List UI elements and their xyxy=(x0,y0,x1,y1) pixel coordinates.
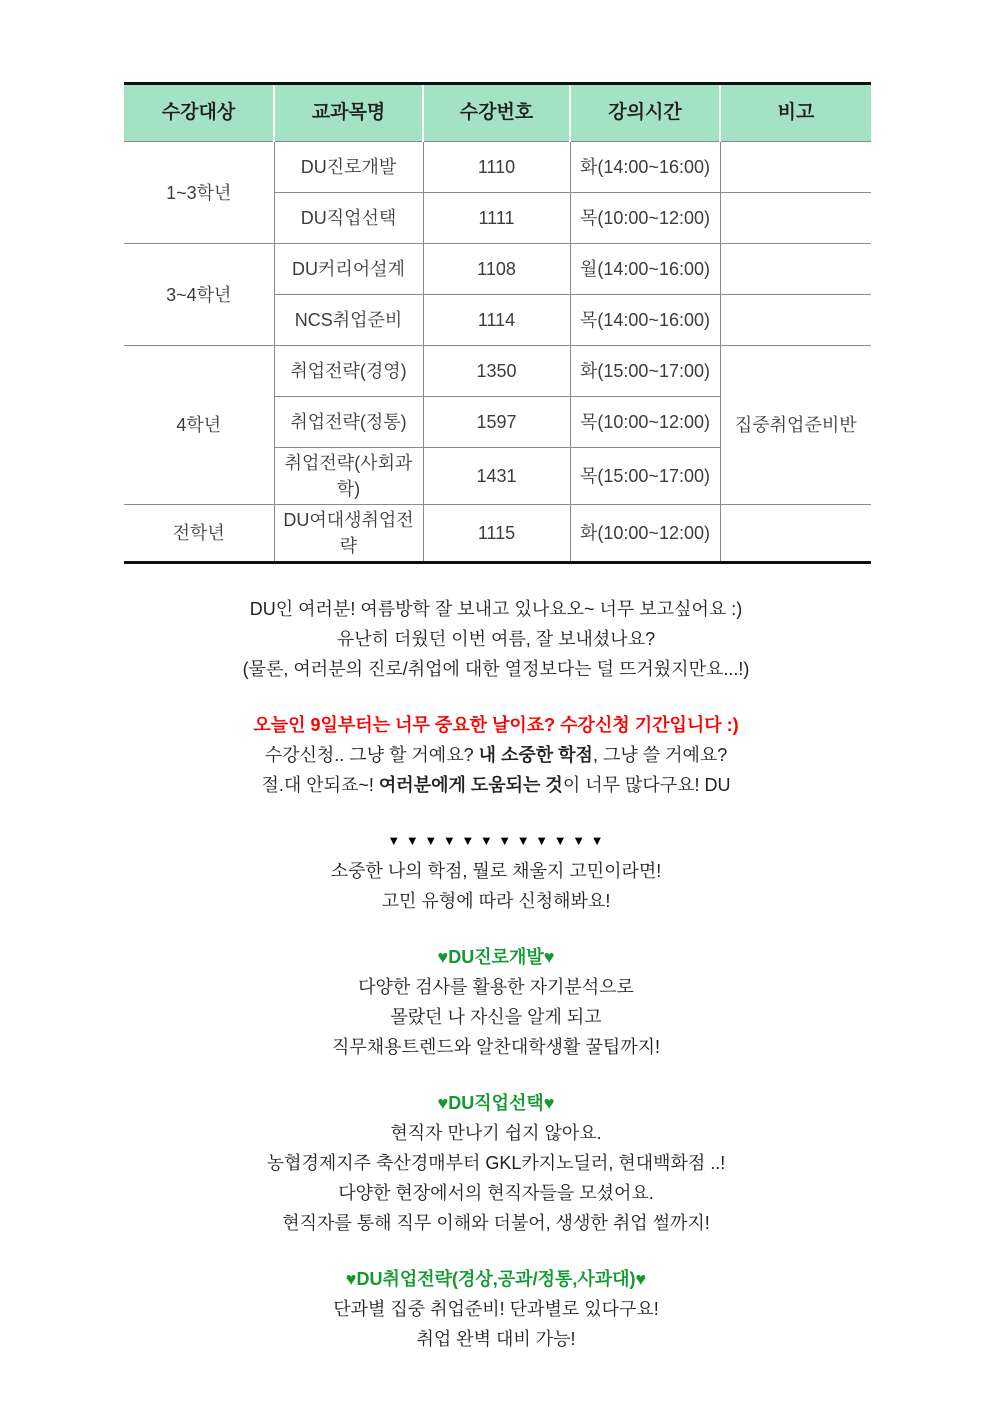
course-note-cell xyxy=(720,295,871,346)
course-section-jinro xyxy=(0,942,992,1062)
table-row xyxy=(124,244,871,295)
course-section-line: 현직자를 통해 직무 이해와 더불어, 생생한 취업 썰까지! xyxy=(282,1213,710,1233)
course-time-cell: 목(10:00~12:00) xyxy=(570,397,720,448)
greeting-line: (물론, 여러분의 진로/취업에 대한 열정보다는 덜 뜨거웠지만요...!) xyxy=(242,659,750,679)
column-header-note: 비고 xyxy=(720,84,871,142)
notice-text: 이 너무 많다구요! DU xyxy=(562,775,731,795)
table-header-row xyxy=(124,84,871,142)
course-name-cell: DU커리어설계 xyxy=(274,244,423,295)
target-cell: 4학년 xyxy=(124,346,274,505)
course-section-line: 다양한 검사를 활용한 자기분석으로 xyxy=(358,977,634,997)
course-section-heading: ♥DU취업전략(경상,공과/정통,사과대)♥ xyxy=(345,1269,647,1289)
course-code-cell: 1110 xyxy=(423,142,570,193)
course-name-cell: NCS취업준비 xyxy=(274,295,423,346)
course-time-cell: 화(10:00~12:00) xyxy=(570,505,720,563)
course-section-line: 농협경제지주 축산경매부터 GKL카지노딜러, 현대백화점 ..! xyxy=(266,1153,726,1173)
course-code-cell: 1350 xyxy=(423,346,570,397)
course-code-cell: 1111 xyxy=(423,193,570,244)
table-row xyxy=(124,346,871,397)
enrollment-notice-title: 오늘인 9일부터는 너무 중요한 날이죠? 수강신청 기간입니다 :) xyxy=(253,715,739,735)
notice-text: 수강신청.. 그냥 할 거예요? xyxy=(264,745,479,765)
greeting-paragraph xyxy=(0,594,992,684)
course-section-heading: ♥DU진로개발♥ xyxy=(437,947,555,967)
notice-text-bold: 내 소중한 학점 xyxy=(478,745,593,765)
course-section-line: 현직자 만나기 쉽지 않아요. xyxy=(390,1123,602,1143)
course-time-cell: 월(14:00~16:00) xyxy=(570,244,720,295)
course-note-cell xyxy=(720,505,871,563)
column-header-target: 수강대상 xyxy=(124,84,274,142)
course-name-cell: DU직업선택 xyxy=(274,193,423,244)
column-header-code: 수강번호 xyxy=(423,84,570,142)
course-note-cell xyxy=(720,193,871,244)
notice-text: 절.대 안되죠~! xyxy=(261,775,379,795)
divider-line: 소중한 나의 학점, 뭘로 채울지 고민이라면! xyxy=(330,861,662,881)
notice-text: , 그냥 쓸 거예요? xyxy=(592,745,728,765)
divider-line: 고민 유형에 따라 신청해봐요! xyxy=(381,891,611,911)
course-name-cell: DU진로개발 xyxy=(274,142,423,193)
course-time-cell: 목(15:00~17:00) xyxy=(570,448,720,505)
column-header-subject: 교과목명 xyxy=(274,84,423,142)
course-note-cell xyxy=(720,244,871,295)
column-header-time: 강의시간 xyxy=(570,84,720,142)
target-cell: 3~4학년 xyxy=(124,244,274,346)
greeting-line: DU인 여러분! 여름방학 잘 보내고 있나요오~ 너무 보고싶어요 :) xyxy=(249,599,743,619)
course-time-cell: 화(14:00~16:00) xyxy=(570,142,720,193)
course-code-cell: 1115 xyxy=(423,505,570,563)
course-section-line: 취업 완벽 대비 가능! xyxy=(416,1329,576,1349)
target-cell: 1~3학년 xyxy=(124,142,274,244)
notice-line xyxy=(0,740,992,770)
course-code-cell: 1431 xyxy=(423,448,570,505)
course-name-cell: 취업전략(정통) xyxy=(274,397,423,448)
course-name-cell: 취업전략(경영) xyxy=(274,346,423,397)
course-table xyxy=(124,82,871,564)
course-name-cell: 취업전략(사회과학) xyxy=(274,448,423,505)
newsletter-body xyxy=(0,594,992,1354)
course-section-line: 직무채용트렌드와 알찬대학생활 꿀팁까지! xyxy=(332,1037,660,1057)
table-row xyxy=(124,505,871,563)
greeting-line: 유난히 더웠던 이번 여름, 잘 보내셨나요? xyxy=(336,629,656,649)
course-section-line: 단과별 집중 취업준비! 단과별로 있다구요! xyxy=(333,1299,659,1319)
notice-text-bold: 여러분에게 도움되는 것 xyxy=(378,775,563,795)
course-time-cell: 화(15:00~17:00) xyxy=(570,346,720,397)
triangle-divider-icon: ▼ ▼ ▼ ▼ ▼ ▼ ▼ ▼ ▼ ▼ ▼ ▼ xyxy=(387,833,605,848)
course-section-jikup xyxy=(0,1088,992,1238)
course-code-cell: 1108 xyxy=(423,244,570,295)
course-name-cell: DU여대생취업전략 xyxy=(274,505,423,563)
course-code-cell: 1597 xyxy=(423,397,570,448)
enrollment-notice-paragraph xyxy=(0,710,992,800)
divider-paragraph xyxy=(0,826,992,916)
course-section-chwieop xyxy=(0,1264,992,1354)
notice-line xyxy=(0,770,992,800)
table-row xyxy=(124,142,871,193)
course-time-cell: 목(14:00~16:00) xyxy=(570,295,720,346)
course-note-cell xyxy=(720,142,871,193)
course-table-wrap xyxy=(124,82,871,564)
course-code-cell: 1114 xyxy=(423,295,570,346)
course-note-cell: 집중취업준비반 xyxy=(720,346,871,505)
course-time-cell: 목(10:00~12:00) xyxy=(570,193,720,244)
course-section-line: 몰랐던 나 자신을 알게 되고 xyxy=(390,1007,602,1027)
course-section-heading: ♥DU직업선택♥ xyxy=(437,1093,555,1113)
course-section-line: 다양한 현장에서의 현직자들을 모셨어요. xyxy=(338,1183,654,1203)
target-cell: 전학년 xyxy=(124,505,274,563)
